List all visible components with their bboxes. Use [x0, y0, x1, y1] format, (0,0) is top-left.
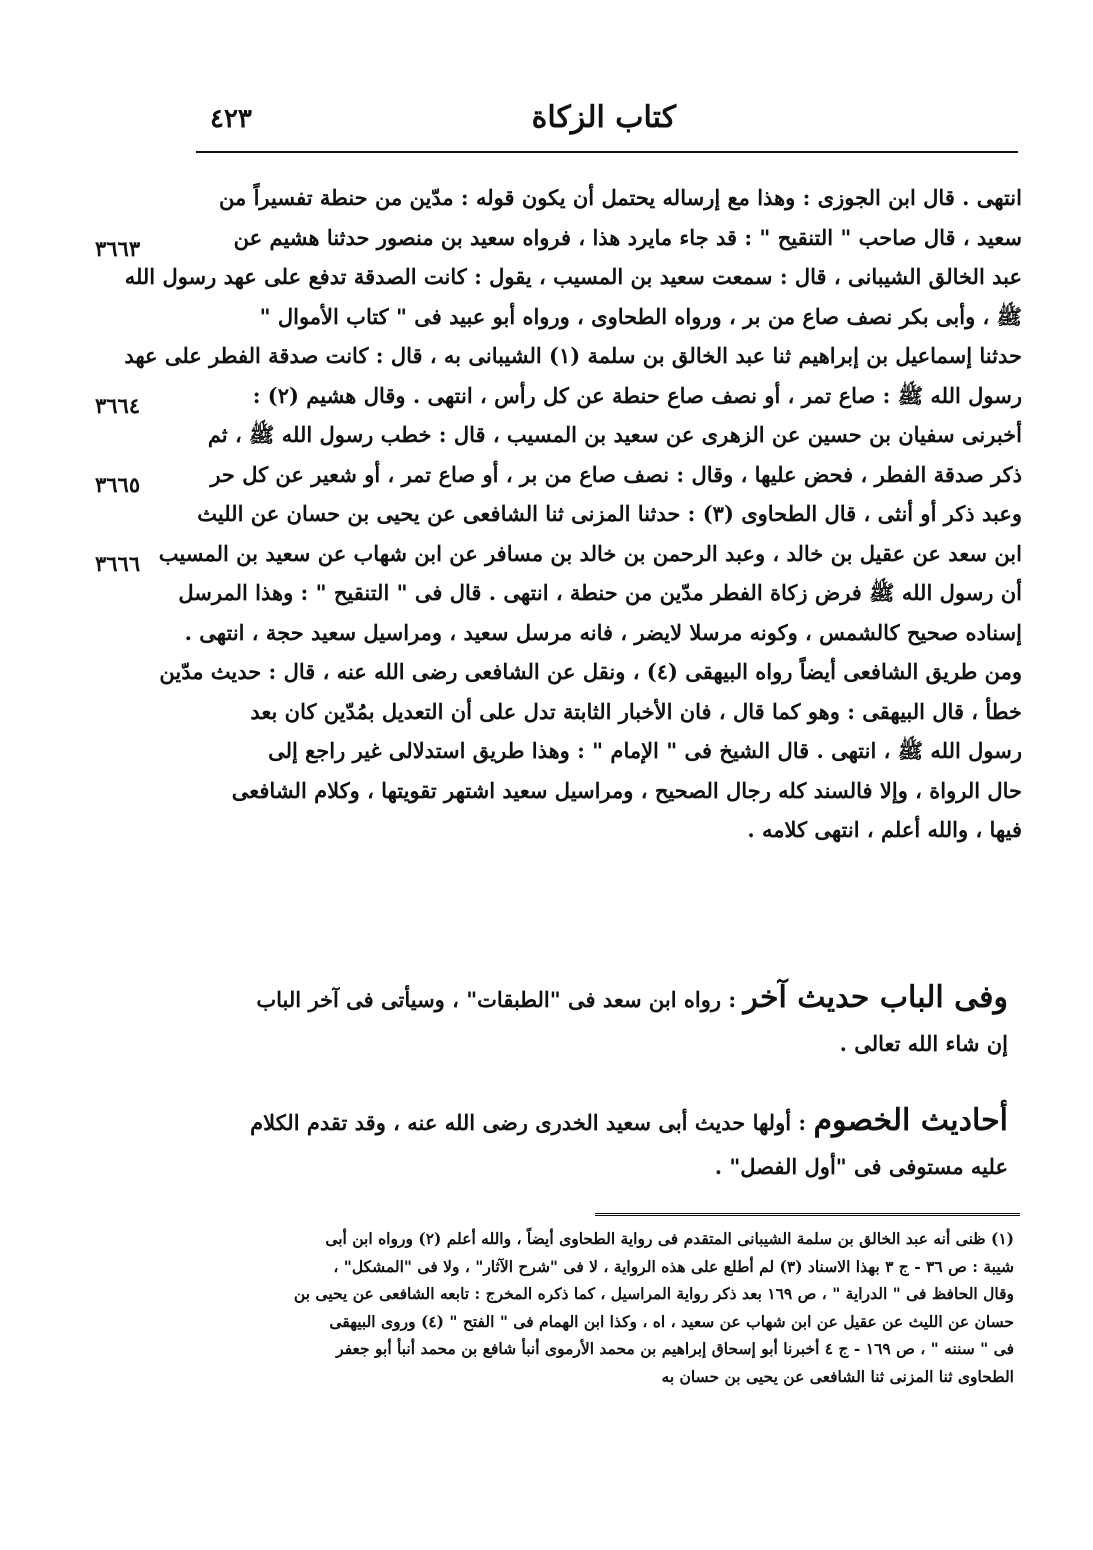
text-line: عبد الخالق الشيبانى ، قال : سمعت سعيد بن المسيب ، يقول : كانت الصدقة تدفع على عهد رسول الله — [124, 264, 1022, 289]
text-line: رسول الله ﷺ ، انتهى . قال الشيخ فى " الإمام " : وهذا طريق استدلالى غير راجع إلى — [268, 738, 1022, 763]
text-line: رسول الله ﷺ : صاع تمر ، أو نصف صاع حنطة عن كل رأس ، انتهى . وقال هشيم (٢) : — [252, 382, 1022, 408]
paragraph-text: عليه مستوفى فى "أول الفصل" . — [714, 1154, 1008, 1179]
hadith-number: ٣٦٦٣ — [95, 236, 141, 261]
page-header — [196, 100, 1016, 150]
text-line: أن رسول الله ﷺ فرض زكاة الفطر مدّين من حنطة ، انتهى . قال فى " التنقيح " : وهذا المرسل — [178, 580, 1022, 605]
text-line: حدثنا إسماعيل بن إبراهيم ثنا عبد الخالق بن سلمة (١) الشيبانى به ، قال : كانت صدقة الفطر على عهد — [124, 343, 1022, 368]
text-line: ذكر صدقة الفطر ، فحض عليها ، وقال : نصف صاع من بر ، أو صاع تمر ، أو شعير عن كل حر — [210, 461, 1022, 487]
text-line: سعيد ، قال صاحب " التنقيح " : قد جاء مايرد هذا ، فرواه سعيد بن منصور حدثنا هشيم عن — [233, 224, 1022, 250]
footnote-line: فى " سننه " ، ص ١٦٩ - ج ٤ أخبرنا أبو إسحاق إبراهيم بن محمد الأرموى أنبأ شافع بن محمد أنبأ أبو جعفر — [336, 1339, 1014, 1358]
paragraph-text: : أولها حديث أبى سعيد الخدرى رضى الله عنه ، وقد تقدم الكلام — [250, 1110, 814, 1135]
text-line: أخبرنى سفيان بن حسين عن الزهرى عن سعيد بن المسيب ، قال : خطب رسول الله ﷺ ، ثم — [207, 422, 1022, 447]
main-text — [124, 178, 1022, 850]
hadith-number: ٣٦٦٥ — [95, 472, 141, 497]
text-line: وعبد ذكر أو أنثى ، قال الطحاوى (٣) : حدثنا المزنى ثنا الشافعى عن يحيى بن حسان عن الليث — [197, 501, 1022, 526]
text-line: إسناده صحيح كالشمس ، وكونه مرسلا لايضر ، فانه مرسل سعيد ، ومراسيل سعيد حجة ، انتهى . — [184, 619, 1022, 645]
text-line: انتهى . قال ابن الجوزى : وهذا مع إرساله يحتمل أن يكون قوله : مدّين من حنطة تفسيراً من — [219, 185, 1022, 210]
footnote-line: وقال الحافظ فى " الدراية " ، ص ١٦٩ بعد ذكر رواية المراسيل ، كما ذكره المخرج : تابعه الشافعى عن يحيى بن — [293, 1284, 1014, 1303]
header-rule — [196, 151, 1018, 153]
hadith-number: ٣٦٦٦ — [95, 551, 141, 576]
text-line: حال الرواة ، وإلا فالسند كله رجال الصحيح ، ومراسيل سعيد اشتهر تقويتها ، وكلام الشافعى — [231, 777, 1022, 803]
text-line: ابن سعد عن عقيل بن خالد ، وعبد الرحمن بن خالد بن مسافر عن ابن شهاب عن سعيد بن المسيب — [158, 540, 1022, 566]
section-paragraph — [188, 975, 1008, 1067]
page-number: ٤٢٣ — [210, 104, 252, 134]
text-line: ﷺ ، وأبى بكر نصف صاع من بر ، ورواه الطحاوى ، ورواه أبو عبيد فى " كتاب الأموال " — [259, 303, 1022, 329]
footnote-line: شيبة : ص ٣٦ - ج ٣ بهذا الاسناد (٣) لم أطلع على هذه الرواية ، لا فى "شرح الآثار" ، ولا فى "المشكل" ، — [333, 1256, 1014, 1276]
section-heading: وفى الباب حديث آخر — [743, 980, 1008, 1015]
paragraph-text: : رواه ابن سعد فى "الطبقات" ، وسيأتى فى آخر الباب — [256, 987, 744, 1012]
footnotes — [180, 1225, 1014, 1390]
running-title: كتاب الزكاة — [531, 100, 676, 135]
section-heading: أحاديث الخصوم — [813, 1103, 1008, 1138]
text-line: خطأ ، قال البيهقى : وهو كما قال ، فان الأخبار الثابتة تدل على أن التعديل بمُدّين كان بعد — [250, 698, 1022, 724]
footnote-line: حسان عن الليث عن عقيل عن ابن شهاب عن سعيد ، اه ، وكذا ابن الهمام فى " الفتح " (٤) وروى البيهقى — [329, 1311, 1014, 1331]
footnote-line: الطحاوى ثنا المزنى ثنا الشافعى عن يحيى بن حسان به — [661, 1366, 1014, 1386]
footnote-rule — [595, 1213, 1020, 1216]
text-line: فيها ، والله أعلم ، انتهى كلامه . — [747, 817, 1022, 842]
section-paragraph — [188, 1098, 1008, 1190]
text-line: ومن طريق الشافعى أيضاً رواه البيهقى (٤) ، ونقل عن الشافعى رضى الله عنه ، قال : حديث مدّين — [159, 659, 1022, 684]
hadith-number: ٣٦٦٤ — [95, 393, 141, 418]
footnote-line: (١) ظنى أنه عبد الخالق بن سلمة الشيبانى المتقدم فى رواية الطحاوى أيضاً ، والله أعلم (٢) ورواه ابن أبى — [325, 1229, 1014, 1248]
paragraph-text: إن شاء الله تعالى . — [839, 1031, 1008, 1056]
